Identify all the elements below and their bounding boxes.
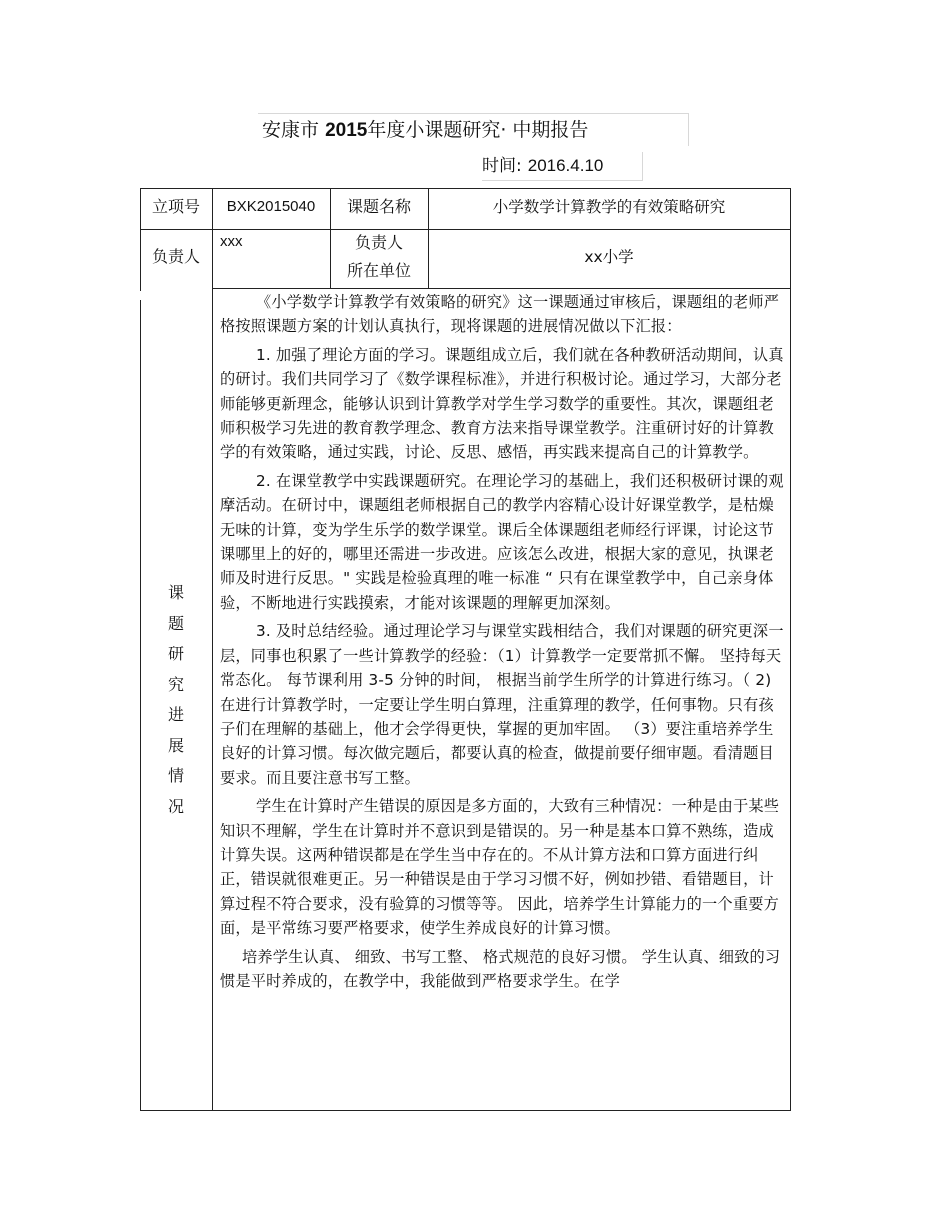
topic-value: 小学数学计算教学的有效策略研究 (492, 198, 726, 216)
progress-label-char: 进 (167, 705, 184, 724)
progress-label-char: 研 (167, 644, 184, 663)
progress-label-char: 题 (167, 613, 184, 633)
unit-label-line-1: 负责人 (354, 233, 403, 252)
unit-value: xx小学 (584, 248, 634, 266)
report-date (482, 152, 643, 181)
title-year: 2015 (325, 120, 368, 141)
project-no-value: BXK2015040 (226, 198, 316, 215)
leader-label: 负责人 (151, 247, 200, 266)
date-value: 2016.4.10 (527, 156, 604, 175)
table-border-right (790, 188, 791, 1111)
table-col-divider (212, 188, 213, 1111)
project-no-label: 立项号 (151, 197, 200, 216)
progress-paragraph: 2. 在课堂教学中实践课题研究。在理论学习的基础上，我们还积极研讨课的观摩活动。在研讨中，课题组老师根据自己的教学内容精心设计好课堂教学，是枯燥无味的计算，变为学生乐学的数学课堂。课后全体课题组老师经行评课，讨论这节课哪里上的好的，哪里还需进一步改进。应该怎么改进，根据大家的意见，执课老师及时进行反思。" 实践是检验真理的唯一标准 “ 只有在课堂教学中，自己亲身体验，不断地进行实践摸索，才能对该课题的理解更加深刻。 (220, 471, 784, 612)
leader-value: xxx (220, 233, 243, 250)
report-title (258, 113, 689, 146)
progress-paragraph: 《小学数学计算教学有效策略的研究》这一课题通过审核后，课题组的老师严格按照课题方案的计划认真执行，现将课题的进展情况做以下汇报： (220, 293, 780, 336)
date-label: 时间: (482, 156, 522, 176)
progress-label-char: 展 (167, 735, 184, 755)
progress-label-char: 究 (167, 674, 184, 694)
progress-label-char: 情 (167, 766, 184, 785)
progress-paragraph: 1. 加强了理论方面的学习。课题组成立后，我们就在各种教研活动期间，认真的研讨。我们共同学习了《数学课程标准》，并进行积极讨论。通过学习，大部分老师能够更新理念，能够认识到计算教学对学生学习数学的重要性。其次，课题组老师积极学习先进的教育教学理念、教育方法来指导课堂教学。注重研讨好的计算教学的有效策略，通过实践，讨论、反思、感悟，再实践来提高自己的计算教学。 (220, 345, 784, 462)
progress-label-char: 课 (167, 583, 184, 602)
table-row-divider (212, 288, 790, 289)
progress-label-char: 况 (167, 796, 184, 816)
title-suffix: 年度小课题研究· 中期报告 (367, 119, 589, 141)
progress-paragraph: 学生在计算时产生错误的原因是多方面的，大致有三种情况：一种是由于某些知识不理解，学生在计算时并不意识到是错误的。另一种是基本口算不熟练，造成计算失误。这两种错误都是在学生当中存在的。不从计算方法和口算方面进行纠正，错误就很难更正。另一种错误是由于学习习惯不好，例如抄错、看错题目，计算过程不符合要求，没有验算的习惯等等。 因此，培养学生计算能力的一个重要方面，是平常练习要严格要求，使学生养成良好的计算习惯。 (220, 797, 780, 938)
unit-label-line-2: 所在单位 (346, 261, 411, 280)
topic-label: 课题名称 (346, 197, 411, 216)
progress-paragraph: 培养学生认真、 细致、书写工整、 格式规范的良好习惯。 学生认真、细致的习惯是平时养成的，在教学中，我能做到严格要求学生。在学 (220, 947, 781, 990)
progress-label (140, 578, 212, 822)
progress-content (220, 290, 786, 997)
progress-paragraph: 3. 及时总结经验。通过理论学习与课堂实践相结合，我们对课题的研究更深一层，同事也积累了一些计算教学的经验：（1）计算教学一定要常抓不懈。 坚持每天常态化。 每节课利用 3-5 分钟的时间， 根据当前学生所学的计算进行练习。（ 2) 在进行计算教学时，一定要让学生明白算理，注重算理的教学，任何事物。只有孩子们在理解的基础上，他才会学得更快，掌握的更加牢固。 （3）要注重培养学生良好的计算习惯。每次做完题后，都要认真的检查，做提前要仔细审题。看清题目要求。而且要注意书写工整。 (220, 622, 784, 787)
title-prefix: 安康市 (262, 119, 320, 141)
table-border-bottom (140, 1110, 790, 1111)
